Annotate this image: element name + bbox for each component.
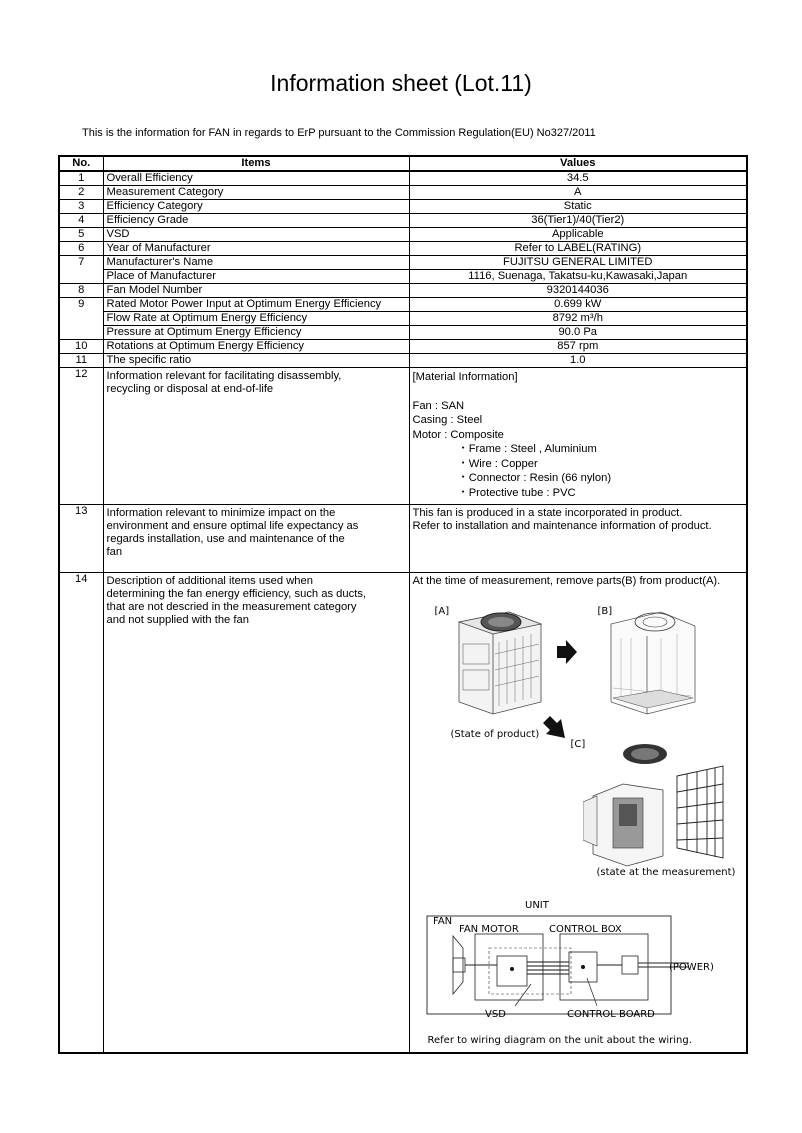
intro-text: This is the information for FAN in regards to ErP pursuant to the Commission Regulation(EU) No327/2011 <box>82 127 596 139</box>
motor-part: ・Frame : Steel , Aluminium <box>457 443 597 455</box>
product-b-illustration <box>601 598 701 716</box>
row-no: 4 <box>59 214 103 228</box>
row-no: 13 <box>59 505 103 573</box>
diagram-unit-label: UNIT <box>524 900 549 911</box>
label-a: [A] <box>434 606 450 617</box>
diagram-control-board-label: CONTROL BOARD <box>566 1009 655 1020</box>
row-no: 12 <box>59 368 103 505</box>
row-item-text: Information relevant for facilitating disassembly, recycling or disposal at end-of-life <box>106 370 342 395</box>
table-row <box>59 505 747 573</box>
row-value: 1116, Suenaga, Takatsu-ku,Kawasaki,Japan <box>409 270 747 284</box>
arrow-right-icon <box>557 640 577 664</box>
product-a-illustration <box>451 598 543 716</box>
table-row <box>59 340 747 354</box>
table-row <box>59 171 747 186</box>
material-casing: Casing : Steel <box>412 414 483 426</box>
row-no: 9 <box>59 298 103 340</box>
table-row <box>59 200 747 214</box>
table-row <box>59 368 747 505</box>
row-no: 7 <box>59 256 103 284</box>
diagram-vsd-label: VSD <box>484 1009 506 1020</box>
diagram-fan-motor-label: FAN MOTOR <box>458 924 519 935</box>
table-row <box>59 186 747 200</box>
table-row <box>59 326 747 340</box>
arrow-down-right-icon <box>543 716 565 738</box>
row-value: Applicable <box>409 228 747 242</box>
row-no: 11 <box>59 354 103 368</box>
row-value: A <box>409 186 747 200</box>
row-no: 1 <box>59 171 103 186</box>
row-value: 36(Tier1)/40(Tier2) <box>409 214 747 228</box>
header-items: Items <box>103 156 409 171</box>
diagram-control-box-label: CONTROL BOX <box>548 924 622 935</box>
row-item <box>103 573 409 1053</box>
row-item: Fan Model Number <box>103 284 409 298</box>
row-value: 34.5 <box>409 171 747 186</box>
row-item: Rotations at Optimum Energy Efficiency <box>103 340 409 354</box>
row-no: 6 <box>59 242 103 256</box>
figure-area <box>413 588 743 1048</box>
material-motor: Motor : Composite <box>412 428 504 441</box>
table-row <box>59 312 747 326</box>
row-value: Static <box>409 200 747 214</box>
row-item: Efficiency Category <box>103 200 409 214</box>
table-row <box>59 298 747 312</box>
table-row <box>59 354 747 368</box>
row-no: 2 <box>59 186 103 200</box>
info-table <box>58 155 748 1054</box>
row-item: Measurement Category <box>103 186 409 200</box>
row-item: Year of Manufacturer <box>103 242 409 256</box>
label-b: [B] <box>597 606 613 617</box>
row13-value-line: This fan is produced in a state incorporated in product. <box>412 507 683 519</box>
row-item: Place of Manufacturer <box>103 270 409 284</box>
row14-value <box>409 573 747 1053</box>
motor-part: ・Wire : Copper <box>457 457 538 470</box>
table-row <box>59 242 747 256</box>
wiring-note: Refer to wiring diagram on the unit about the wiring. <box>427 1035 692 1046</box>
row-item: Efficiency Grade <box>103 214 409 228</box>
table-row <box>59 214 747 228</box>
row-item <box>103 368 409 505</box>
product-c-illustration <box>583 736 731 868</box>
row-value: 90.0 Pa <box>409 326 747 340</box>
table-row <box>59 270 747 284</box>
row-item <box>103 505 409 573</box>
row-value: 9320144036 <box>409 284 747 298</box>
row-item: Overall Efficiency <box>103 171 409 186</box>
row-item: Manufacturer's Name <box>103 256 409 270</box>
row-item: The specific ratio <box>103 354 409 368</box>
row-item-text: Description of additional items used when determining the fan energy efficiency, such as ducts, that are not descried in the measurement category and not supplied with the fan <box>106 575 367 626</box>
row14-intro: At the time of measurement, remove parts(B) from product(A). <box>412 575 721 587</box>
table-row <box>59 284 747 298</box>
table-row <box>59 256 747 270</box>
row-value: Refer to LABEL(RATING) <box>409 242 747 256</box>
row-item: VSD <box>103 228 409 242</box>
row-item: Pressure at Optimum Energy Efficiency <box>103 326 409 340</box>
row-value: 0.699 kW <box>409 298 747 312</box>
row-value: 1.0 <box>409 354 747 368</box>
table-row <box>59 228 747 242</box>
material-heading: [Material Information] <box>412 371 518 383</box>
header-no: No. <box>59 156 103 171</box>
row-value: 857 rpm <box>409 340 747 354</box>
table-header <box>59 156 747 171</box>
motor-part: ・Connector : Resin (66 nylon) <box>457 472 612 484</box>
wiring-diagram <box>417 896 741 1020</box>
row-item: Flow Rate at Optimum Energy Efficiency <box>103 312 409 326</box>
diagram-fan-label: FAN <box>432 916 452 927</box>
diagram-power-label: (POWER) <box>668 962 714 973</box>
row-no: 5 <box>59 228 103 242</box>
row-no: 14 <box>59 573 103 1053</box>
header-values: Values <box>409 156 747 171</box>
motor-part: ・Protective tube : PVC <box>457 486 576 499</box>
label-c: [C] <box>570 739 586 750</box>
table-row <box>59 573 747 1053</box>
caption-measurement: (state at the measurement) <box>596 867 736 878</box>
row-value <box>409 505 747 573</box>
row-item-text: Information relevant to minimize impact on the environment and ensure optimal life expectancy as regards installation, use and maintenance of the fan <box>106 507 359 558</box>
material-info <box>409 368 747 505</box>
row-value: FUJITSU GENERAL LIMITED <box>409 256 747 270</box>
row-item: Rated Motor Power Input at Optimum Energy Efficiency <box>103 298 409 312</box>
row13-value-line: Refer to installation and maintenance information of product. <box>412 520 712 532</box>
material-fan: Fan : SAN <box>412 399 465 412</box>
page-title: Information sheet (Lot.11) <box>270 70 532 96</box>
row-no: 10 <box>59 340 103 354</box>
row-no: 8 <box>59 284 103 298</box>
caption-product: (State of product) <box>450 729 540 740</box>
row-no: 3 <box>59 200 103 214</box>
row-value: 8792 m³/h <box>409 312 747 326</box>
